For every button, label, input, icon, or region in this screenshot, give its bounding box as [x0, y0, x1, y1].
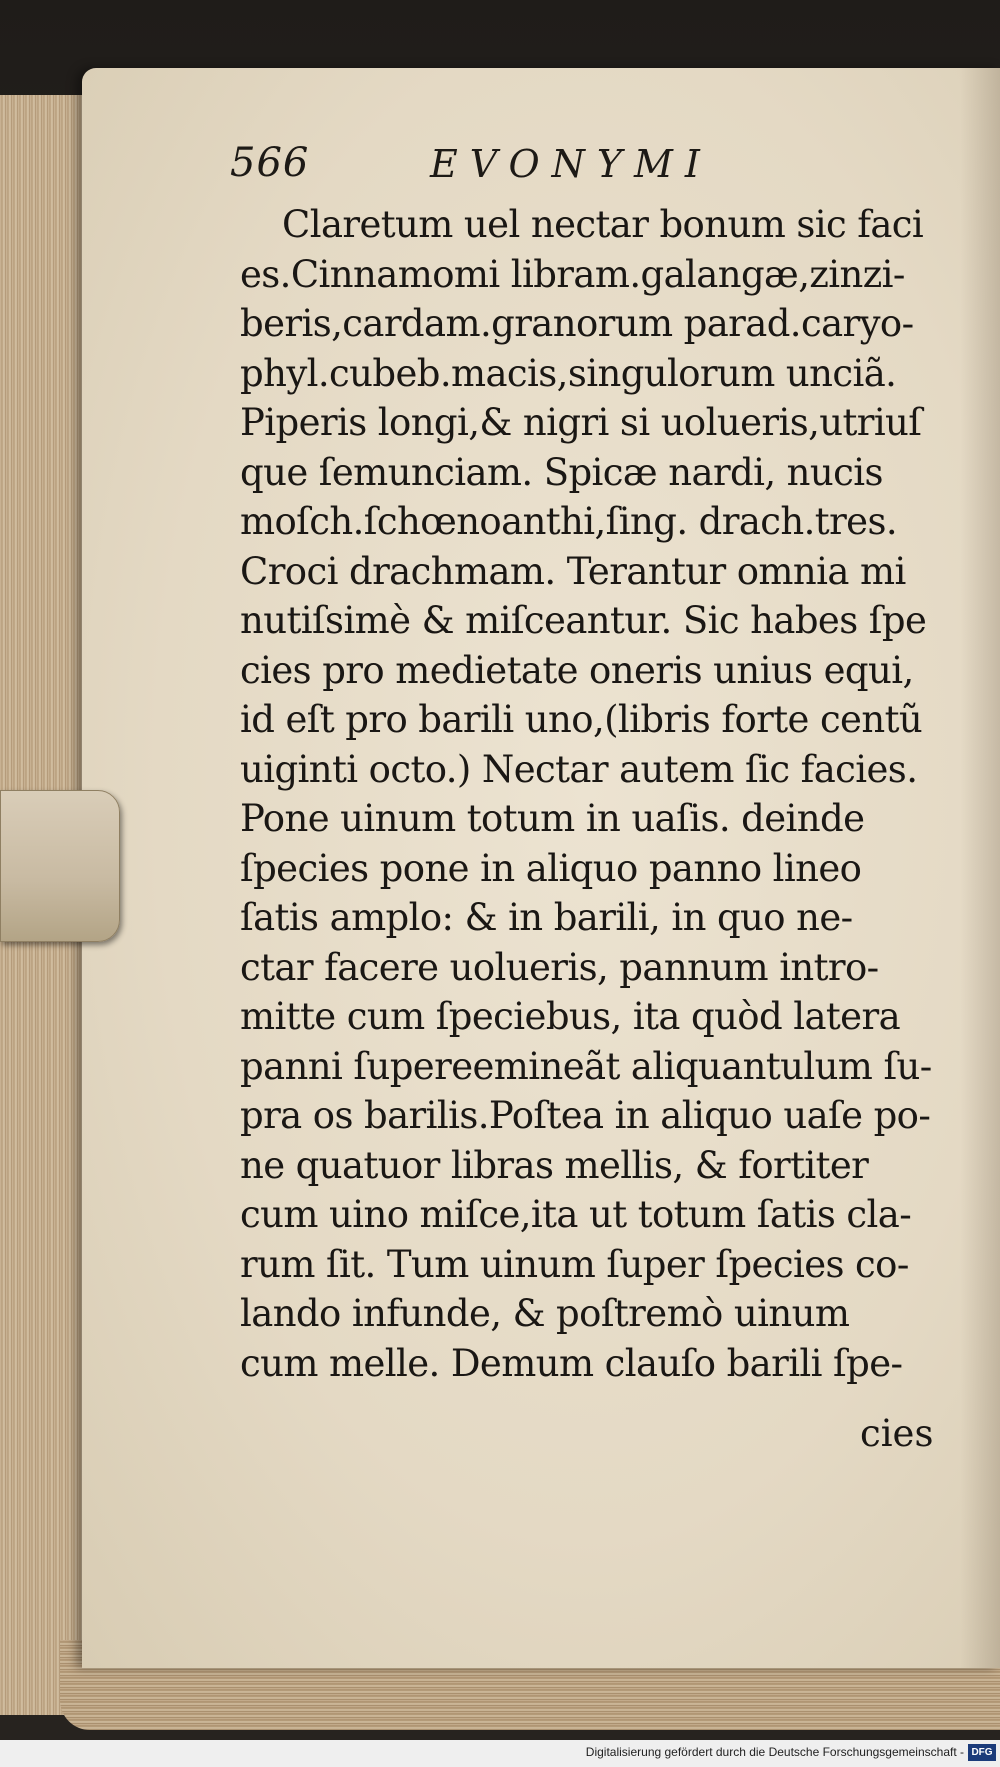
running-title: EVONYMI: [430, 142, 712, 186]
page-gutter-shadow: [960, 68, 1000, 1668]
text-line: cum uino miſce,ita ut totum ſatis cla-: [240, 1193, 912, 1236]
text-line: lando infunde, & poſtremò uinum: [240, 1292, 850, 1335]
text-line: mitte cum ſpeciebus, ita quòd latera: [240, 995, 901, 1038]
text-line: pra os barilis.Poſtea in aliquo uaſe po-: [240, 1094, 931, 1137]
text-line: panni ſupereemineãt aliquantulum ſu-: [240, 1044, 932, 1088]
credit-text: Digitalisierung gefördert durch die Deutsche Forschungsgemeinschaft -: [585, 1745, 964, 1759]
text-line: ctar facere uolueris, pannum intro-: [240, 945, 879, 989]
text-line: nutiſsimè & miſceantur. Sic habes ſpe: [240, 599, 927, 642]
text-line: ſatis amplo: & in barili, in quo ne-: [240, 896, 853, 939]
text-line: cies pro medietate oneris unius equi,: [240, 648, 914, 692]
text-line: moſch.ſchœnoanthi,ſing. drach.tres.: [240, 500, 897, 543]
text-line: ſpecies pone in aliquo panno lineo: [240, 846, 862, 890]
text-line: Claretum uel nectar bonum sic faci: [282, 203, 924, 246]
text-line: Croci drachmam. Terantur omnia mi: [240, 549, 906, 593]
text-line: ne quatuor libras mellis, & fortiter: [240, 1143, 869, 1187]
text-line: rum ſit. Tum uinum ſuper ſpecies co-: [240, 1242, 909, 1286]
text-line: uiginti octo.) Nectar autem ſic facies.: [240, 747, 918, 791]
text-line: es.Cinnamomi libram.galangæ,zinzi-: [240, 252, 905, 296]
body-text: [240, 200, 940, 1388]
digitization-credit-bar: [0, 1740, 1000, 1767]
text-line: cum melle. Demum clauſo barili ſpe-: [240, 1341, 903, 1385]
dfg-logo-icon: DFG: [968, 1744, 996, 1761]
text-line: phyl.cubeb.macis,singulorum unciã.: [240, 351, 897, 395]
catchword: cies: [860, 1412, 934, 1455]
text-line: que ſemunciam. Spicæ nardi, nucis: [240, 450, 883, 494]
running-header: [230, 140, 790, 200]
text-line: beris,cardam.granorum parad.caryo-: [240, 302, 914, 345]
bookmark-tab: [0, 790, 120, 942]
text-line: id eſt pro barili uno,(libris forte centũ: [240, 698, 923, 741]
text-line: Piperis longi,& nigri si uolueris,utriuſ: [240, 401, 922, 444]
text-line: Pone uinum totum in uaſis. deinde: [240, 797, 865, 840]
page-number: 566: [230, 140, 310, 186]
